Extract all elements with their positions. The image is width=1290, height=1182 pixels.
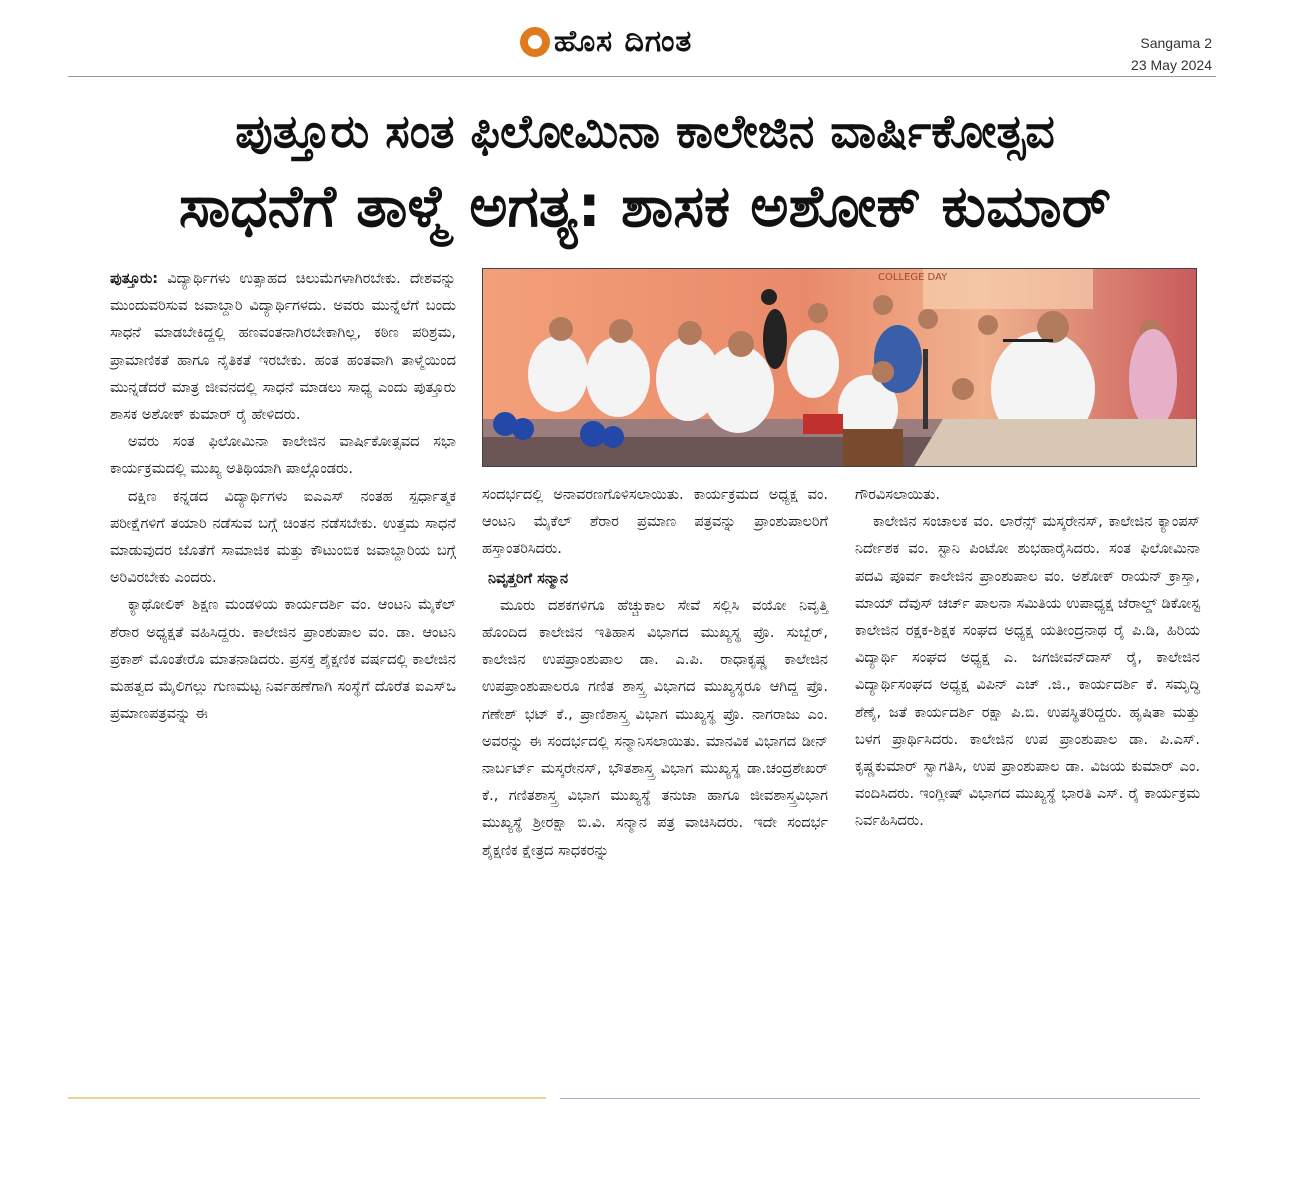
dateline: ಪುತ್ತೂರು: [110, 271, 159, 287]
backdrop-text: COLLEGE DAY [878, 272, 948, 283]
headline-kicker: ಪುತ್ತೂರು ಸಂತ ಫಿಲೋಮಿನಾ ಕಾಲೇಜಿನ ವಾರ್ಷಿಕೋತ್ಸವ [235, 104, 1055, 158]
sun-emblem-icon [520, 27, 550, 57]
bottom-divider-left [68, 1097, 546, 1099]
paragraph: ಕಾಲೇಜಿನ ಸಂಚಾಲಕ ವಂ. ಲಾರೆನ್ಸ್ ಮಸ್ಕರೇನಸ್, ಕಾಲೇಜಿನ ಕ್ಯಾಂಪಸ್ ನಿರ್ದೇಶಕ ವಂ. ಸ್ಟಾನಿ ಪಿಂಟೋ ಶುಭಹಾರೈಸಿದರು. ಸಂತ ಫಿಲೋಮಿನಾ ಪದವಿ ಪೂರ್ವ ಕಾಲೇಜಿನ ಪ್ರಾಂಶುಪಾಲ ವಂ. ಅಶೋಕ್ ರಾಯನ್ ಕ್ರಾಸ್ತಾ, ಮಾಯ್ ದೆವುಸ್ ಚರ್ಚ್ ಪಾಲನಾ ಸಮಿತಿಯ ಉಪಾಧ್ಯಕ್ಷ ಜೆರಾಲ್ಡ್ ಡಿಕೋಸ್ಟ ಕಾಲೇಜಿನ ರಕ್ಷಕ-ಶಿಕ್ಷಕ ಸಂಘದ ಅಧ್ಯಕ್ಷ ಯತೀಂದ್ರನಾಥ ರೈ ಪಿ.ಡಿ, ಹಿರಿಯ ವಿದ್ಯಾರ್ಥಿ ಸಂಘದ ಅಧ್ಯಕ್ಷ ಎ. ಜಗಜೀವನ್‌ದಾಸ್ ರೈ, ಕಾಲೇಜಿನ ವಿದ್ಯಾರ್ಥಿಸಂಘದ ಅಧ್ಯಕ್ಷ ವಿಪಿನ್ ಎಚ್ .ಜಿ., ಕಾರ್ಯದರ್ಶಿ ಕೆ. ಸಮೃದ್ಧಿ ಶೆಣೈ, ಜತೆ ಕಾರ್ಯದರ್ಶಿ ರಕ್ಷಾ ಪಿ.ಬಿ. ಉಪಸ್ಥಿತರಿದ್ದರು. ಹೃಷಿತಾ ಮತ್ತು ಬಳಗ ಪ್ರಾರ್ಥಿಸಿದರು. ಕಾಲೇಜಿನ ಉಪ ಪ್ರಾಂಶುಪಾಲ ಡಾ. ಪಿ.ಎಸ್. ಕೃಷ್ಣಕುಮಾರ್ ಸ್ವಾಗತಿಸಿ, ಉಪ ಪ್ರಾಂಶುಪಾಲ ಡಾ. ವಿಜಯ ಕುಮಾರ್ ಎಂ. ವಂದಿಸಿದರು. ಇಂಗ್ಲೀಷ್ ವಿಭಾಗದ ಮುಖ್ಯಸ್ಥೆ ಭಾರತಿ ಎಸ್. ರೈ ಕಾರ್ಯಕ್ರಮ ನಿರ್ವಹಿಸಿದರು. [855, 514, 1200, 830]
stage-photo-illustration [483, 269, 1197, 467]
logo-text: ಹೊಸ ದಿಗಂತ [554, 24, 693, 59]
paragraph-text: ವಿದ್ಯಾರ್ಥಿಗಳು ಉತ್ಸಾಹದ ಚಿಲುಮೆಗಳಾಗಿರಬೇಕು. ದೇಶವನ್ನು ಮುಂದುವರಿಸುವ ಜವಾಬ್ದಾರಿ ವಿದ್ಯಾರ್ಥಿಗಳದು. ಅವರು ಮುನ್ನೆಲೆಗೆ ಬಂದು ಸಾಧನೆ ಮಾಡಬೇಕಿದ್ದಲ್ಲಿ ಹಣವಂತನಾಗಿರಬೇಕಾಗಿಲ್ಲ, ಕಠಿಣ ಪರಿಶ್ರಮ, ಪ್ರಾಮಾಣಿಕತೆ ಹಾಗೂ ನೈತಿಕತೆ ಇರಬೇಕು. ಹಂತ ಹಂತವಾಗಿ ತಾಳ್ಮೆಯಿಂದ ಮುನ್ನಡೆದರೆ ಮಾತ್ರ ಜೀವನದಲ್ಲಿ ಸಾಧನೆ ಮಾಡಲು ಸಾಧ್ಯ ಎಂದು ಪುತ್ತೂರು ಶಾಸಕ ಅಶೋಕ್ ಕುಮಾರ್ ರೈ ಹೇಳಿದರು. [110, 271, 456, 424]
paragraph: ಮೂರು ದಶಕಗಳಿಗೂ ಹೆಚ್ಚುಕಾಲ ಸೇವೆ ಸಲ್ಲಿಸಿ ವಯೋ ನಿವೃತ್ತಿ ಹೊಂದಿದ ಕಾಲೇಜಿನ ಇತಿಹಾಸ ವಿಭಾಗದ ಮುಖ್ಯಸ್ಥ ಪ್ರೊ. ಸುಬ್ಬೆರ್, ಕಾಲೇಜಿನ ಉಪಪ್ರಾಂಶುಪಾಲ ಡಾ. ಎ.ಪಿ. ರಾಧಾಕೃಷ್ಣ ಕಾಲೇಜಿನ ಉಪಪ್ರಾಂಶುಪಾಲರೂ ಗಣಿತ ಶಾಸ್ತ್ರ ವಿಭಾಗದ ಮುಖ್ಯಸ್ಥರೂ ಆಗಿದ್ದ ಪ್ರೊ. ಗಣೇಶ್ ಭಟ್ ಕೆ., ಪ್ರಾಣಿಶಾಸ್ತ್ರ ವಿಭಾಗ ಮುಖ್ಯಸ್ಥ ಪ್ರೊ. ನಾಗರಾಜು ಎಂ. ಅವರನ್ನು ಈ ಸಂದರ್ಭದಲ್ಲಿ ಸನ್ಮಾನಿಸಲಾಯಿತು. ಮಾನವಿಕ ವಿಭಾಗದ ಡೀನ್ ನಾರ್ಬರ್ಟ್ ಮಸ್ಕರೇನಸ್, ಭೌತಶಾಸ್ತ್ರ ವಿಭಾಗ ಮುಖ್ಯಸ್ಥ ಡಾ.ಚಂದ್ರಶೇಖರ್ ಕೆ., ಗಣಿತಶಾಸ್ತ್ರ ವಿಭಾಗ ಮುಖ್ಯಸ್ಥೆ ತನುಜಾ ಹಾಗೂ ಜೀವಶಾಸ್ತ್ರವಿಭಾಗ ಮುಖ್ಯಸ್ಥೆ ಶ್ರೀರಕ್ಷಾ ಬಿ.ವಿ. ಸನ್ಮಾನ ಪತ್ರ ವಾಚಿಸಿದರು. ಇದೇ ಸಂದರ್ಭ ಶೈಕ್ಷಣಿಕ ಕ್ಷೇತ್ರದ ಸಾಧಕರನ್ನು [482, 597, 828, 859]
edition-info [1131, 32, 1212, 76]
article-column-1 [110, 266, 456, 728]
masthead [0, 0, 1290, 80]
article-column-2 [482, 482, 828, 865]
paragraph: ಅವರು ಸಂತ ಫಿಲೋಮಿನಾ ಕಾಲೇಜಿನ ವಾರ್ಷಿಕೋತ್ಸವದ ಸಭಾ ಕಾರ್ಯಕ್ರಮದಲ್ಲಿ ಮುಖ್ಯ ಅತಿಥಿಯಾಗಿ ಪಾಲ್ಗೊಂಡರು. [110, 434, 456, 478]
paragraph: ಸಂದರ್ಭದಲ್ಲಿ ಅನಾವರಣಗೊಳಿಸಲಾಯಿತು. ಕಾರ್ಯಕ್ರಮದ ಅಧ್ಯಕ್ಷ ವಂ. ಆಂಟನಿ ಮೈಕೆಲ್ ಶೆರಾರ ಪ್ರಮಾಣ ಪತ್ರವನ್ನು ಪ್ರಾಂಶುಪಾಲರಿಗೆ ಹಸ್ತಾಂತರಿಸಿದರು. [482, 487, 828, 558]
subheading: ನಿವೃತ್ತರಿಗೆ ಸನ್ಮಾನ [488, 570, 569, 587]
paragraph: ದಕ್ಷಿಣ ಕನ್ನಡದ ವಿದ್ಯಾರ್ಥಿಗಳು ಐಎಎಸ್ ನಂತಹ ಸ್ಪರ್ಧಾತ್ಮಕ ಪರೀಕ್ಷೆಗಳಿಗೆ ತಯಾರಿ ನಡೆಸುವ ಬಗ್ಗೆ ಚಿಂತನ ನಡೆಸಬೇಕು. ಉತ್ತಮ ಸಾಧನೆ ಮಾಡುವುದರ ಜೊತೆಗೆ ಸಾಮಾಜಿಕ ಮತ್ತು ಕೌಟುಂಬಿಕ ಜವಾಬ್ದಾರಿಯ ಬಗ್ಗೆ ಅರಿವಿರಬೇಕು ಎಂದರು. [110, 488, 456, 587]
event-photo [482, 268, 1197, 467]
edition-name: Sangama 2 [1140, 35, 1212, 51]
top-divider [68, 76, 1216, 77]
edition-date: 23 May 2024 [1131, 57, 1212, 73]
paragraph: ಗೌರವಿಸಲಾಯಿತು. [855, 487, 940, 503]
bottom-divider-right [560, 1098, 1200, 1099]
headline-main: ಸಾಧನೆಗೆ ತಾಳ್ಮೆ ಅಗತ್ಯ: ಶಾಸಕ ಅಶೋಕ್ ಕುಮಾರ್ [178, 172, 1112, 240]
newspaper-logo [520, 24, 692, 59]
paragraph [110, 266, 456, 429]
article-column-3 [855, 482, 1200, 836]
paragraph: ಕ್ಯಾಥೋಲಿಕ್ ಶಿಕ್ಷಣ ಮಂಡಳಿಯ ಕಾರ್ಯದರ್ಶಿ ವಂ. ಆಂಟನಿ ಮೈಕೆಲ್ ಶೆರಾರ ಅಧ್ಯಕ್ಷತೆ ವಹಿಸಿದ್ದರು. ಕಾಲೇಜಿನ ಪ್ರಾಂಶುಪಾಲ ವಂ. ಡಾ. ಆಂಟನಿ ಪ್ರಕಾಶ್ ಮೊಂತೇರೊ ಮಾತನಾಡಿದರು. ಪ್ರಸಕ್ತ ಶೈಕ್ಷಣಿಕ ವರ್ಷದಲ್ಲಿ ಕಾಲೇಜಿನ ಮಹತ್ವದ ಮೈಲಿಗಲ್ಲು ಗುಣಮಟ್ಟ ನಿರ್ವಹಣೆಗಾಗಿ ಸಂಸ್ಥೆಗೆ ದೊರೆತ ಐಎಸ್‌ಒ ಪ್ರಮಾಣಪತ್ರವನ್ನು ಈ [110, 597, 456, 723]
